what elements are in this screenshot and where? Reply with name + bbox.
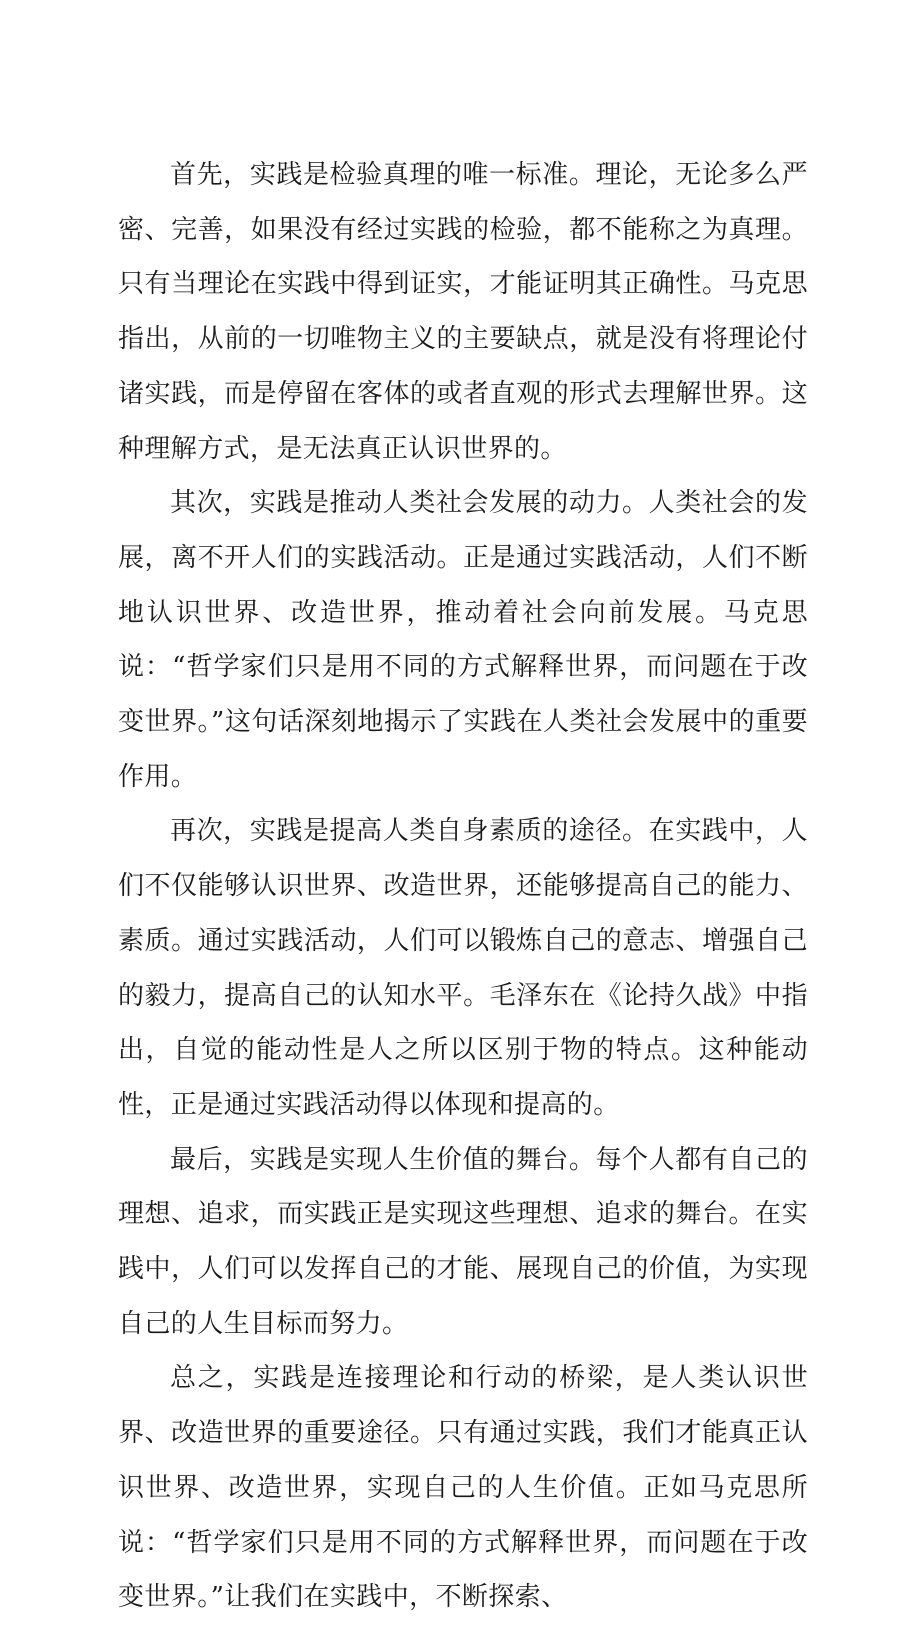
paragraph-first: 首先，实践是检验真理的唯一标准。理论，无论多么严密、完善，如果没有经过实践的检验，都不能称之为真理。只有当理论在实践中得到证实，才能证明其正确性。马克思指出，从前的一切唯物主义的主要缺点，就是没有将理论付诸实践，而是停留在客体的或者直观的形式去理解世界。这种理解方式，是无法真正认识世界的。 [118,160,808,464]
document-body [118,148,808,1625]
paragraph-third: 再次，实践是提高人类自身素质的途径。在实践中，人们不仅能够认识世界、改造世界，还能够提高自己的能力、素质。通过实践活动，人们可以锻炼自己的意志、增强自己的毅力，提高自己的认知水平。毛泽东在《论持久战》中指出，自觉的能动性是人之所以区别于物的特点。这种能动性，正是通过实践活动得以体现和提高的。 [118,816,808,1120]
paragraph-fourth: 最后，实践是实现人生价值的舞台。每个人都有自己的理想、追求，而实践正是实现这些理想、追求的舞台。在实践中，人们可以发挥自己的才能、展现自己的价值，为实现自己的人生目标而努力。 [118,1144,808,1339]
paragraph-second: 其次，实践是推动人类社会发展的动力。人类社会的发展，离不开人们的实践活动。正是通过实践活动，人们不断地认识世界、改造世界，推动着社会向前发展。马克思说：“哲学家们只是用不同的方式解释世界，而问题在于改变世界。”这句话深刻地揭示了实践在人类社会发展中的重要作用。 [118,488,808,792]
paragraph-conclusion: 总之，实践是连接理论和行动的桥梁，是人类认识世界、改造世界的重要途径。只有通过实践，我们才能真正认识世界、改造世界，实现自己的人生价值。正如马克思所说：“哲学家们只是用不同的方式解释世界，而问题在于改变世界。”让我们在实践中，不断探索、 [118,1363,808,1613]
